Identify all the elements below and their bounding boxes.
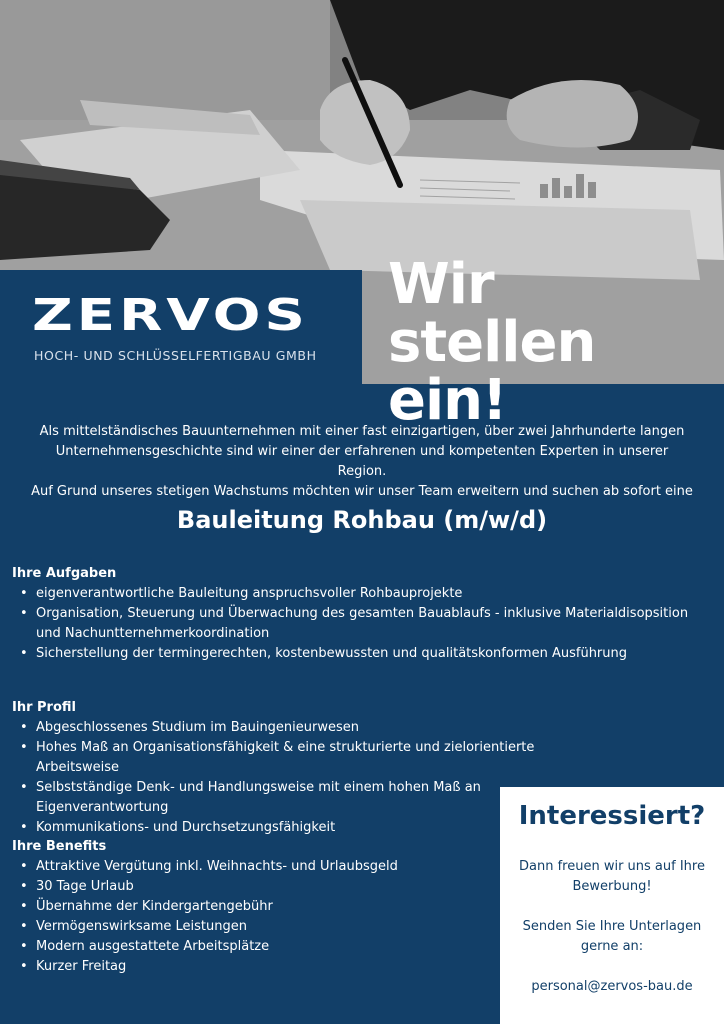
bullet-icon: •	[20, 820, 28, 835]
list-item-text: Vermögenswirksame Leistungen	[36, 919, 247, 934]
cta-invitation-line-2: Bewerbung!	[572, 879, 652, 894]
list-item-text: Attraktive Vergütung inkl. Weihnachts- und Urlaubsgeld	[36, 859, 398, 874]
list-item	[12, 917, 482, 937]
bullet-icon: •	[20, 720, 28, 735]
bullet-icon: •	[20, 899, 28, 914]
bullet-icon: •	[20, 586, 28, 601]
intro-text	[30, 422, 694, 502]
bullet-icon: •	[20, 859, 28, 874]
hero-headline	[388, 252, 718, 433]
list-item-text: Selbstständige Denk- und Handlungsweise mit einem hohen Maß an Eigenverantwortung	[36, 780, 481, 815]
bullet-icon: •	[20, 879, 28, 894]
list-item-text: Organisation, Steuerung und Überwachung des gesamten Bauablaufs - inklusive Materialdisopsition und Nachuntternehmerkoordination	[36, 606, 689, 641]
headline-line-1: Wir stellen	[388, 252, 596, 375]
bullet-icon: •	[20, 646, 28, 661]
cta-instruction-line-1: Senden Sie Ihre Unterlagen	[522, 919, 702, 934]
bullet-icon: •	[20, 959, 28, 974]
list-item-text: Hohes Maß an Organisationsfähigkeit & eine strukturierte und zielorientierte Arbeitsweise	[36, 740, 535, 775]
cta-instruction-line-2: gerne an:	[580, 939, 644, 954]
bullet-icon: •	[20, 919, 28, 934]
profile-heading: Ihr Profil	[12, 700, 76, 715]
list-item	[12, 857, 482, 877]
job-title: Bauleitung Rohbau (m/w/d)	[176, 506, 548, 534]
list-item	[12, 957, 482, 977]
headline-line-2: ein!	[388, 368, 507, 433]
list-item-text: Kommunikations- und Durchsetzungsfähigkeit	[36, 820, 336, 835]
list-item	[12, 644, 692, 664]
list-item-text: Abgeschlossenes Studium im Bauingenieurwesen	[36, 720, 360, 735]
benefits-list	[12, 857, 482, 977]
cta-box	[500, 787, 724, 1024]
tasks-heading: Ihre Aufgaben	[12, 566, 117, 581]
list-item	[12, 897, 482, 917]
list-item-text: eigenverantwortliche Bauleitung anspruchsvoller Rohbauprojekte	[36, 586, 463, 601]
intro-line-2: Unternehmensgeschichte sind wir einer der erfahrenen und kompetenten Experten in unserer Region.	[55, 444, 669, 479]
list-item-text: 30 Tage Urlaub	[36, 879, 134, 894]
cta-invitation	[514, 857, 710, 897]
list-item	[12, 877, 482, 897]
tasks-list	[12, 584, 692, 664]
list-item	[12, 718, 612, 738]
bullet-icon: •	[20, 780, 28, 795]
cta-heading: Interessiert?	[518, 801, 706, 831]
list-item	[12, 738, 612, 778]
list-item-text: Übernahme der Kindergartengebühr	[36, 899, 273, 914]
list-item-text: Sicherstellung der termingerechten, kostenbewussten und qualitätskonformen Ausführung	[36, 646, 628, 661]
bullet-icon: •	[20, 740, 28, 755]
cta-instruction	[514, 917, 710, 957]
contact-email-link[interactable]: personal@zervos-bau.de	[531, 979, 693, 994]
list-item-text: Modern ausgestattete Arbeitsplätze	[36, 939, 270, 954]
benefits-heading: Ihre Benefits	[12, 839, 107, 854]
list-item-text: Kurzer Freitag	[36, 959, 127, 974]
intro-line-1: Als mittelständisches Bauunternehmen mit einer fast einzigartigen, über zwei Jahrhunderte langen	[39, 424, 685, 439]
list-item	[12, 584, 692, 604]
benefits-section	[12, 837, 482, 977]
bullet-icon: •	[20, 606, 28, 621]
list-item	[12, 604, 692, 644]
list-item	[12, 937, 482, 957]
logo-subtitle: HOCH- UND SCHLÜSSELFERTIGBAU GMBH	[34, 348, 317, 363]
tasks-section	[12, 564, 692, 664]
logo-wordmark: ZERVOS	[32, 290, 309, 341]
cta-invitation-line-1: Dann freuen wir uns auf Ihre	[519, 859, 705, 874]
bullet-icon: •	[20, 939, 28, 954]
company-logo	[0, 270, 362, 384]
intro-line-3: Auf Grund unseres stetigen Wachstums möchten wir unser Team erweitern und suchen ab sofort eine	[31, 484, 693, 499]
